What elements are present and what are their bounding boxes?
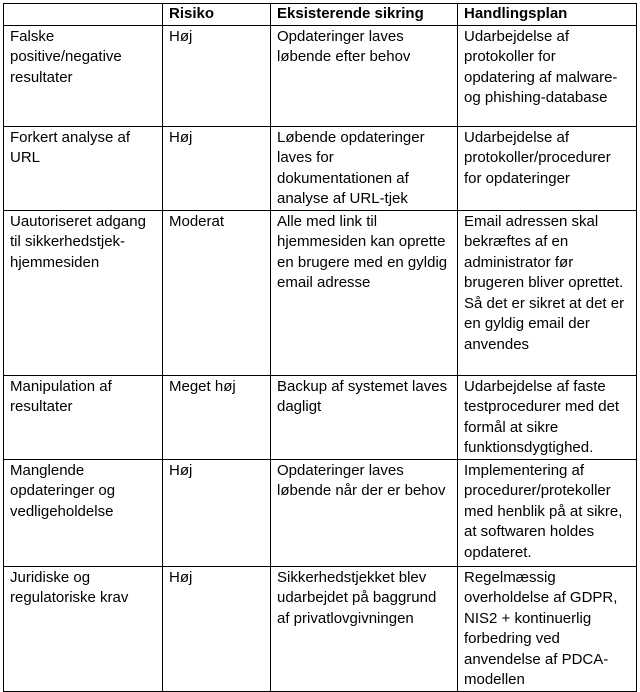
table-row <box>4 459 637 566</box>
threat-cell: Manipulation af resultater <box>4 375 163 459</box>
header-risk: Risiko <box>163 4 271 26</box>
action-plan-cell: Implementering af procedurer/protekoller med henblik på at sikre, at softwaren holdes opdateret. <box>458 459 637 566</box>
risk-cell: Meget høj <box>163 375 271 459</box>
table-row <box>4 25 637 126</box>
risk-assessment-table <box>3 3 637 692</box>
action-plan-cell: Email adressen skal bekræftes af en administrator før brugeren bliver oprettet. Så det er sikret at det er en gyldig email der anvendes <box>458 210 637 375</box>
action-plan-cell: Udarbejdelse af protokoller for opdatering af malware- og phishing-database <box>458 25 637 126</box>
risk-cell: Høj <box>163 459 271 566</box>
action-plan-cell: Regelmæssig overholdelse af GDPR, NIS2 + kontinuerlig forbedring ved anvendelse af PDCA-modellen <box>458 566 637 691</box>
threat-cell: Uautoriseret adgang til sikkerhedstjek-hjemmesiden <box>4 210 163 375</box>
existing-safeguard-cell: Backup af systemet laves dagligt <box>271 375 458 459</box>
risk-cell: Høj <box>163 25 271 126</box>
risk-cell: Moderat <box>163 210 271 375</box>
existing-safeguard-cell: Løbende opdateringer laves for dokumentationen af analyse af URL-tjek <box>271 126 458 210</box>
risk-cell: Høj <box>163 566 271 691</box>
existing-safeguard-cell: Opdateringer laves løbende efter behov <box>271 25 458 126</box>
threat-cell: Falske positive/negative resultater <box>4 25 163 126</box>
header-existing-safeguard: Eksisterende sikring <box>271 4 458 26</box>
existing-safeguard-cell: Opdateringer laves løbende når der er behov <box>271 459 458 566</box>
table-header-row <box>4 4 637 26</box>
table-row <box>4 126 637 210</box>
header-threat <box>4 4 163 26</box>
threat-cell: Manglende opdateringer og vedligeholdelse <box>4 459 163 566</box>
existing-safeguard-cell: Sikkerhedstjekket blev udarbejdet på baggrund af privatlovgivningen <box>271 566 458 691</box>
table-row <box>4 375 637 459</box>
table-row <box>4 566 637 691</box>
threat-cell: Forkert analyse af URL <box>4 126 163 210</box>
existing-safeguard-cell: Alle med link til hjemmesiden kan oprette en brugere med en gyldig email adresse <box>271 210 458 375</box>
threat-cell: Juridiske og regulatoriske krav <box>4 566 163 691</box>
risk-cell: Høj <box>163 126 271 210</box>
action-plan-cell: Udarbejdelse af protokoller/procedurer for opdateringer <box>458 126 637 210</box>
action-plan-cell: Udarbejdelse af faste testprocedurer med det formål at sikre funktionsdygtighed. <box>458 375 637 459</box>
table-row <box>4 210 637 375</box>
header-action-plan: Handlingsplan <box>458 4 637 26</box>
